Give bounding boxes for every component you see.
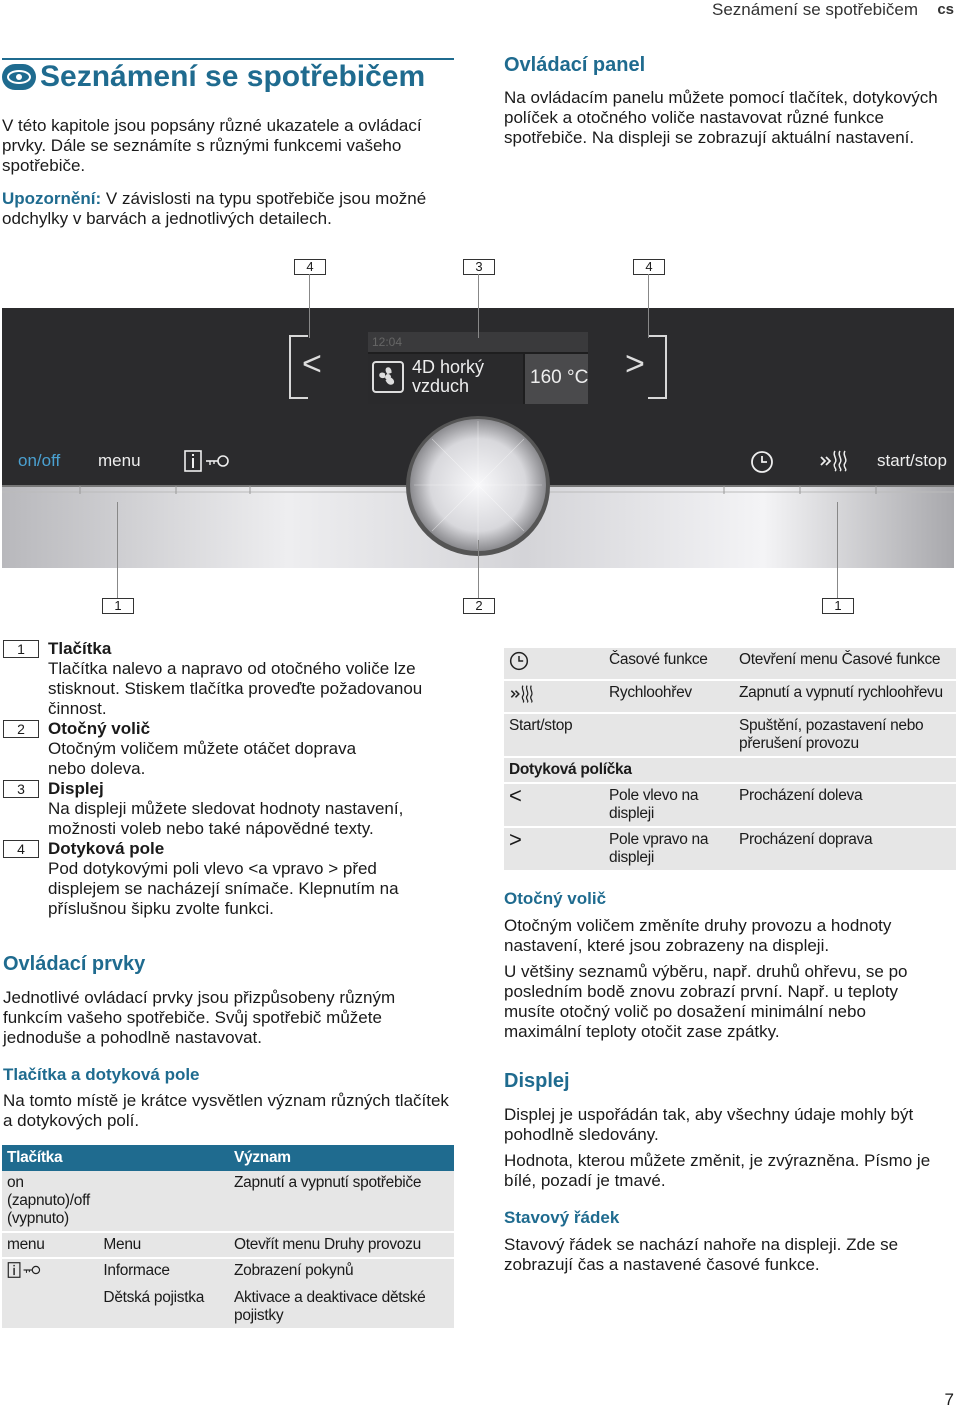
knob-text-2: U většiny seznamů výběru, např. druhů ohřevu, se po posledním bodě znovu zobrazí první. Např. u teploty musíte otočný volič po dosažení minimální nebo maximální teploty otočit zase zpátky.: [504, 962, 908, 1041]
legend-number: 4: [3, 840, 39, 858]
display-time: 12:04: [372, 335, 403, 349]
callout-2: 2: [463, 598, 495, 614]
table-header: Tlačítka: [2, 1145, 229, 1171]
info-childlock-button[interactable]: [184, 450, 232, 477]
table-row: > Pole vpravo na displeji Procházení doprava: [504, 827, 956, 871]
callout-3: 3: [463, 259, 495, 275]
callout-1-left: 1: [102, 598, 134, 614]
callout-4-right: 4: [633, 259, 665, 275]
legend-number: 2: [3, 720, 39, 738]
buttons-text: Na tomto místě je krátce vysvětlen význam různých tlačítek a dotykových polí.: [3, 1091, 449, 1130]
status-bar-text: Stavový řádek se nachází nahoře na displeji. Zde se zobrazují čas a nastavené časové funkce.: [504, 1235, 899, 1274]
callout-line: [478, 540, 479, 598]
chapter-note: Upozornění: V závislosti na typu spotřebiče jsou možné odchylky v barvách a jednotlivých detailech.: [2, 189, 427, 228]
table-row: on (zapnuto)/off (vypnuto) Zapnutí a vypnutí spotřebiče: [2, 1171, 454, 1232]
display-temperature: 160 °C: [530, 367, 589, 388]
table-header: Význam: [229, 1145, 454, 1171]
status-bar-heading: Stavový řádek: [504, 1208, 620, 1227]
chapter-intro: V této kapitole jsou popsány různé ukazatele a ovládací prvky. Dále se seznámíte s různými funkcemi vašeho spotřebiče.: [2, 116, 422, 175]
callout-line: [837, 502, 838, 598]
fast-heat-icon: [504, 680, 604, 713]
legend-item-knob: Otočný volič Otočným voličem můžete otáčet doprava nebo doleva.: [48, 719, 357, 778]
legend-item-display: Displej Na displeji můžete sledovat hodnoty nastavení, možnosti voleb nebo také nápovědné texty.: [48, 779, 404, 838]
callout-line: [309, 274, 310, 338]
display-heading: Displej: [504, 1070, 570, 1092]
knob-heading: Otočný volič: [504, 889, 607, 908]
control-panel-text: Na ovládacím panelu můžete pomocí tlačítek, dotykových políček a otočného voliče nastavovat různé funkce spotřebiče. Na displeji se zobrazují aktuální nastavení.: [504, 88, 938, 147]
chevron-left-icon: <: [248, 859, 259, 878]
eye-icon: [2, 64, 36, 90]
table-row: Informace Zobrazení pokynů: [2, 1258, 454, 1286]
language-code: cs: [937, 1, 954, 18]
info-childlock-icon: [2, 1258, 98, 1286]
touch-fields-table: [504, 648, 956, 872]
fan-icon: [372, 361, 404, 398]
callout-4-left: 4: [294, 259, 326, 275]
oven-control-panel: [2, 308, 954, 568]
chapter-title: Seznámení se spotřebičem: [2, 60, 425, 94]
running-header: Seznámení se spotřebičem: [712, 0, 918, 19]
table-row: Start/stop Spuštění, pozastavení nebo přerušení provozu: [504, 713, 956, 757]
table-section-row: Dotyková políčka: [504, 757, 956, 783]
on-off-button[interactable]: on/off: [18, 451, 61, 470]
display-text-2: Hodnota, kterou můžete změnit, je zvýrazněna. Písmo je bílé, pozadí je tmavé.: [504, 1151, 931, 1190]
table-row: Časové funkce Otevření menu Časové funkce: [504, 648, 956, 680]
chevron-right-icon: >: [328, 859, 339, 878]
legend-item-touch: Dotyková pole Pod dotykovými poli vlevo <a vpravo > před displejem se nacházejí snímače. Klepnutím na příslušnou šipku zvolte funkci.: [48, 839, 399, 918]
callout-line: [117, 502, 118, 598]
legend-number: 3: [3, 780, 39, 798]
table-row: < Pole vlevo na displeji Procházení doleva: [504, 783, 956, 827]
controls-heading: Ovládací prvky: [3, 953, 146, 975]
fast-heat-icon[interactable]: [820, 449, 850, 478]
buttons-heading: Tlačítka a dotyková pole: [3, 1065, 200, 1084]
display-mode: 4D horký vzduch: [412, 357, 485, 396]
display-text-1: Displej je uspořádán tak, aby všechny údaje mohly být pohodlně sledovány.: [504, 1105, 914, 1144]
chevron-left-icon[interactable]: <: [302, 345, 322, 383]
chevron-right-icon[interactable]: >: [625, 345, 645, 383]
callout-line: [648, 274, 649, 338]
menu-button[interactable]: menu: [98, 451, 141, 470]
legend-number: 1: [3, 640, 39, 658]
clock-icon: [504, 648, 604, 680]
callout-line: [478, 274, 479, 338]
controls-text: Jednotlivé ovládací prvky jsou přizpůsobeny různým funkcím vašeho spotřebiče. Svůj spotřebič můžete jednoduše a pohodlně nastavovat.: [3, 988, 396, 1047]
start-stop-button[interactable]: start/stop: [877, 451, 947, 470]
clock-icon[interactable]: [750, 450, 774, 479]
control-panel-heading: Ovládací panel: [504, 54, 646, 76]
legend-item-buttons: Tlačítka Tlačítka nalevo a napravo od otočného voliče lze stisknout. Stiskem tlačítka proveďte požadovanou činnost.: [48, 639, 423, 718]
table-row: Rychloohřev Zapnutí a vypnutí rychloohřevu: [504, 680, 956, 713]
callout-1-right: 1: [822, 598, 854, 614]
knob-text-1: Otočným voličem změníte druhy provozu a hodnoty nastavení, které jsou zobrazeny na displeji.: [504, 916, 892, 955]
table-row: menu Menu Otevřít menu Druhy provozu: [2, 1232, 454, 1258]
chevron-right-icon: >: [504, 827, 604, 871]
buttons-table: [2, 1145, 454, 1330]
page-number: 7: [944, 1390, 954, 1409]
table-row: Dětská pojistka Aktivace a deaktivace dětské pojistky: [2, 1286, 454, 1329]
chevron-left-icon: <: [504, 783, 604, 827]
